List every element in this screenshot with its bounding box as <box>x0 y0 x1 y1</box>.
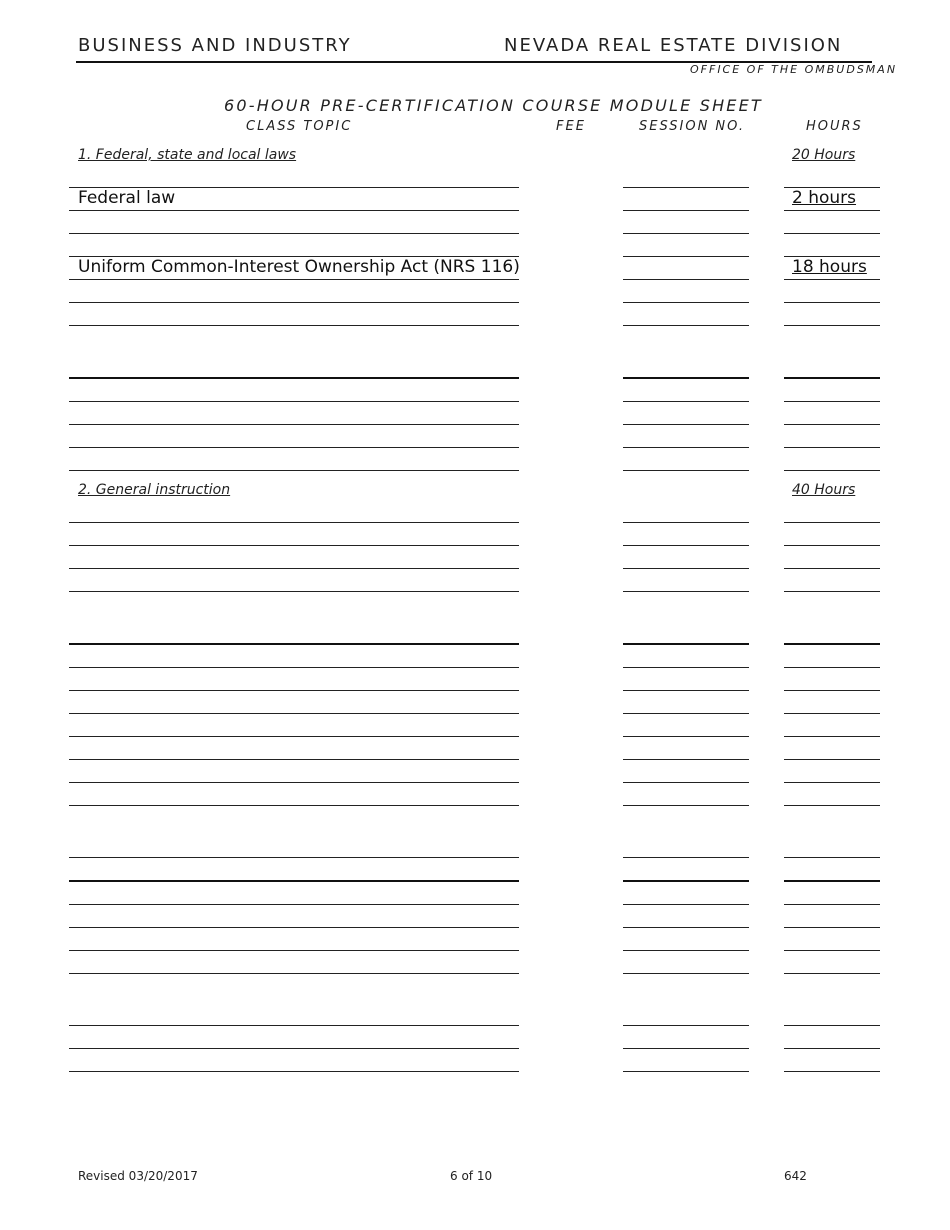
hours-line[interactable] <box>784 568 880 569</box>
section-heading-general: 2. General instruction <box>78 482 231 498</box>
topic-line[interactable] <box>69 591 519 592</box>
topic-line[interactable] <box>69 424 519 425</box>
session-line[interactable] <box>623 187 749 188</box>
hours-line[interactable] <box>784 256 880 257</box>
hours-line[interactable] <box>784 279 880 280</box>
section-heading-laws: 1. Federal, state and local laws <box>78 147 297 163</box>
topic-line[interactable] <box>69 447 519 448</box>
session-line[interactable] <box>623 643 749 645</box>
topic-line[interactable] <box>69 302 519 303</box>
hours-line[interactable] <box>784 424 880 425</box>
column-header-fee: FEE <box>556 119 586 134</box>
session-line[interactable] <box>623 667 749 668</box>
session-line[interactable] <box>623 904 749 905</box>
section-hours-laws: 20 Hours <box>792 147 856 163</box>
session-line[interactable] <box>623 782 749 783</box>
hours-line[interactable] <box>784 759 880 760</box>
session-line[interactable] <box>623 210 749 211</box>
hours-line[interactable] <box>784 782 880 783</box>
topic-line[interactable] <box>69 973 519 974</box>
hours-line[interactable] <box>784 470 880 471</box>
session-line[interactable] <box>623 759 749 760</box>
hours-line[interactable] <box>784 401 880 402</box>
column-header-session: SESSION NO. <box>639 119 745 134</box>
topic-line[interactable] <box>69 401 519 402</box>
agency-name: BUSINESS AND INDUSTRY <box>78 35 352 56</box>
topic-line[interactable] <box>69 279 519 280</box>
hours-line[interactable] <box>784 1025 880 1026</box>
topic-line[interactable] <box>69 470 519 471</box>
topic-line[interactable] <box>69 782 519 783</box>
page-number: 6 of 10 <box>450 1169 493 1183</box>
division-name: NEVADA REAL ESTATE DIVISION <box>504 35 843 56</box>
hours-line[interactable] <box>784 667 880 668</box>
topic-line[interactable] <box>69 857 519 858</box>
session-line[interactable] <box>623 302 749 303</box>
session-line[interactable] <box>623 690 749 691</box>
hours-line[interactable] <box>784 377 880 379</box>
entry-topic-nrs-116[interactable]: Uniform Common-Interest Ownership Act (NRS 116) <box>78 257 520 277</box>
session-line[interactable] <box>623 1071 749 1072</box>
hours-line[interactable] <box>784 545 880 546</box>
hours-line[interactable] <box>784 713 880 714</box>
hours-line[interactable] <box>784 927 880 928</box>
topic-line[interactable] <box>69 1071 519 1072</box>
topic-line[interactable] <box>69 667 519 668</box>
topic-line[interactable] <box>69 759 519 760</box>
session-line[interactable] <box>623 470 749 471</box>
session-line[interactable] <box>623 545 749 546</box>
session-line[interactable] <box>623 1048 749 1049</box>
hours-line[interactable] <box>784 591 880 592</box>
topic-line[interactable] <box>69 1025 519 1026</box>
hours-line[interactable] <box>784 805 880 806</box>
topic-line[interactable] <box>69 325 519 326</box>
topic-line[interactable] <box>69 904 519 905</box>
topic-line[interactable] <box>69 880 519 882</box>
session-line[interactable] <box>623 857 749 858</box>
hours-line[interactable] <box>784 187 880 188</box>
topic-line[interactable] <box>69 927 519 928</box>
entry-topic-federal-law[interactable]: Federal law <box>78 188 176 208</box>
topic-line[interactable] <box>69 736 519 737</box>
hours-line[interactable] <box>784 643 880 645</box>
session-line[interactable] <box>623 950 749 951</box>
session-line[interactable] <box>623 377 749 379</box>
topic-line[interactable] <box>69 210 519 211</box>
topic-line[interactable] <box>69 643 519 645</box>
topic-line[interactable] <box>69 1048 519 1049</box>
hours-line[interactable] <box>784 950 880 951</box>
form-number: 642 <box>784 1169 807 1183</box>
hours-line[interactable] <box>784 302 880 303</box>
session-line[interactable] <box>623 522 749 523</box>
hours-line[interactable] <box>784 1071 880 1072</box>
hours-line[interactable] <box>784 690 880 691</box>
entry-hours-nrs-116[interactable]: 18 hours <box>792 257 867 277</box>
session-line[interactable] <box>623 401 749 402</box>
hours-line[interactable] <box>784 233 880 234</box>
session-line[interactable] <box>623 424 749 425</box>
hours-line[interactable] <box>784 447 880 448</box>
column-header-topic: CLASS TOPIC <box>246 119 353 134</box>
hours-line[interactable] <box>784 904 880 905</box>
session-line[interactable] <box>623 279 749 280</box>
topic-line[interactable] <box>69 805 519 806</box>
hours-line[interactable] <box>784 210 880 211</box>
session-line[interactable] <box>623 1025 749 1026</box>
session-line[interactable] <box>623 256 749 257</box>
session-line[interactable] <box>623 713 749 714</box>
sheet-title: 60-HOUR PRE-CERTIFICATION COURSE MODULE SHEET <box>224 96 763 115</box>
topic-line[interactable] <box>69 522 519 523</box>
topic-line[interactable] <box>69 950 519 951</box>
session-line[interactable] <box>623 736 749 737</box>
hours-line[interactable] <box>784 1048 880 1049</box>
revision-date: Revised 03/20/2017 <box>78 1169 198 1183</box>
section-hours-general: 40 Hours <box>792 482 856 498</box>
topic-line[interactable] <box>69 713 519 714</box>
topic-line[interactable] <box>69 187 519 188</box>
session-line[interactable] <box>623 591 749 592</box>
hours-line[interactable] <box>784 522 880 523</box>
session-line[interactable] <box>623 568 749 569</box>
session-line[interactable] <box>623 805 749 806</box>
topic-line[interactable] <box>69 377 519 379</box>
entry-hours-federal-law[interactable]: 2 hours <box>792 188 857 208</box>
topic-line[interactable] <box>69 690 519 691</box>
office-name: OFFICE OF THE OMBUDSMAN <box>690 63 898 76</box>
topic-line[interactable] <box>69 545 519 546</box>
hours-line[interactable] <box>784 880 880 882</box>
session-line[interactable] <box>623 233 749 234</box>
topic-line[interactable] <box>69 233 519 234</box>
column-header-hours: HOURS <box>806 119 863 134</box>
session-line[interactable] <box>623 447 749 448</box>
session-line[interactable] <box>623 973 749 974</box>
hours-line[interactable] <box>784 973 880 974</box>
topic-line[interactable] <box>69 568 519 569</box>
hours-line[interactable] <box>784 325 880 326</box>
session-line[interactable] <box>623 325 749 326</box>
session-line[interactable] <box>623 880 749 882</box>
topic-line[interactable] <box>69 256 519 257</box>
hours-line[interactable] <box>784 736 880 737</box>
hours-line[interactable] <box>784 857 880 858</box>
session-line[interactable] <box>623 927 749 928</box>
